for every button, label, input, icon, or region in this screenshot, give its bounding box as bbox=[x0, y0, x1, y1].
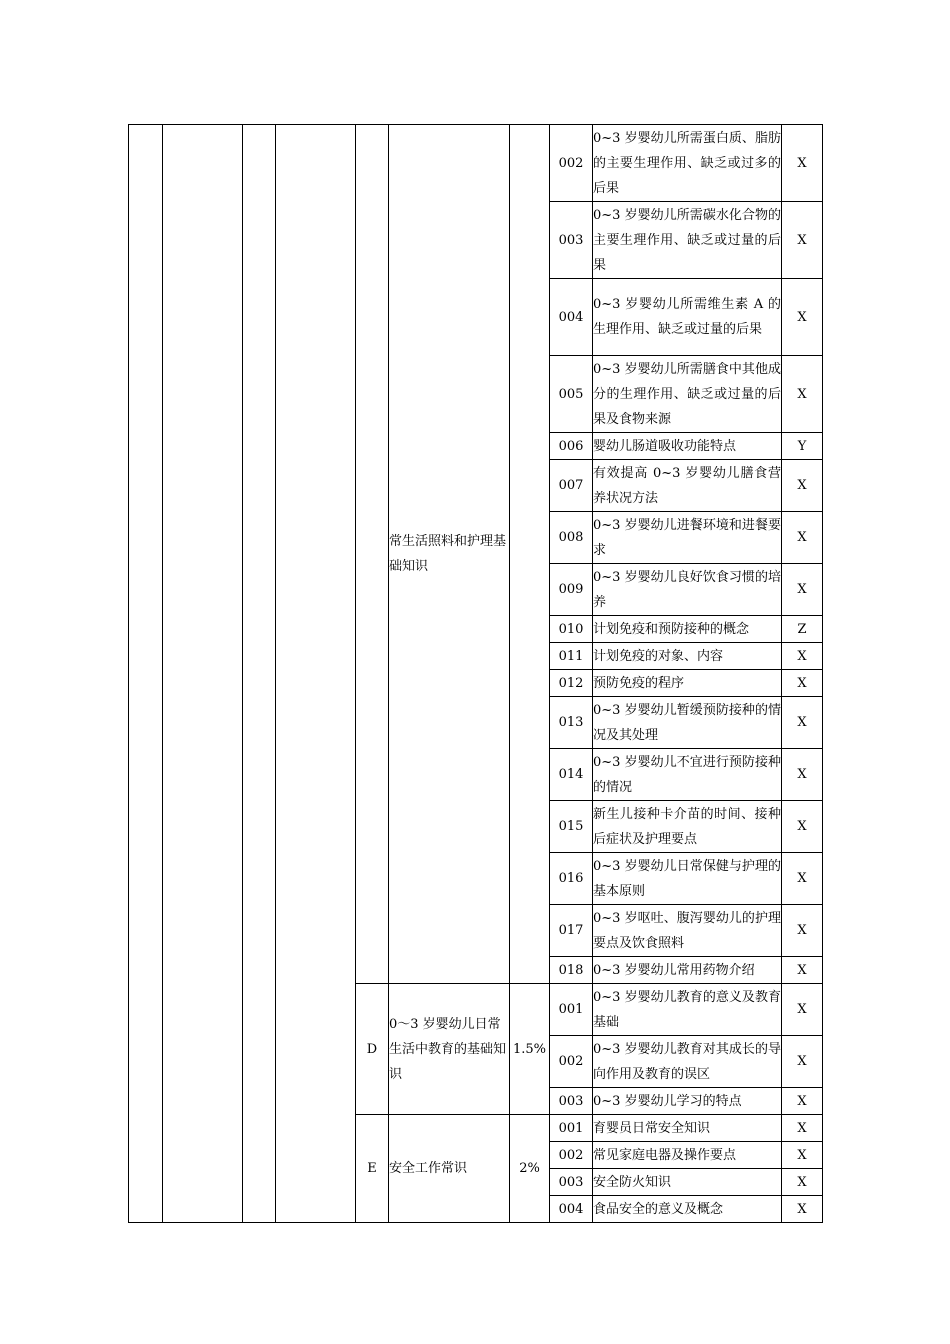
item-code: 012 bbox=[550, 670, 593, 697]
knowledge-spec-table bbox=[128, 124, 823, 1223]
item-description: 0~3 岁婴幼儿暂缓预防接种的情况及其处理 bbox=[593, 697, 782, 749]
item-description: 预防免疫的程序 bbox=[593, 670, 782, 697]
item-description: 安全防火知识 bbox=[593, 1169, 782, 1196]
item-code: 015 bbox=[550, 801, 593, 853]
item-level: X bbox=[782, 564, 823, 616]
item-code: 003 bbox=[550, 1169, 593, 1196]
item-level: Y bbox=[782, 433, 823, 460]
item-level: Z bbox=[782, 616, 823, 643]
item-level: X bbox=[782, 512, 823, 564]
item-description: 0~3 岁婴幼儿良好饮食习惯的培养 bbox=[593, 564, 782, 616]
item-code: 002 bbox=[550, 1036, 593, 1088]
item-description: 0~3 岁婴幼儿不宜进行预防接种的情况 bbox=[593, 749, 782, 801]
item-description: 0~3 岁婴幼儿所需蛋白质、脂肪的主要生理作用、缺乏或过多的后果 bbox=[593, 125, 782, 202]
item-code: 005 bbox=[550, 356, 593, 433]
item-description: 0~3 岁婴幼儿常用药物介绍 bbox=[593, 957, 782, 984]
item-description: 常见家庭电器及操作要点 bbox=[593, 1142, 782, 1169]
item-code: 009 bbox=[550, 564, 593, 616]
item-code: 016 bbox=[550, 853, 593, 905]
item-level: X bbox=[782, 853, 823, 905]
item-level: X bbox=[782, 1196, 823, 1223]
item-description: 0~3 岁婴幼儿所需维生素 A 的生理作用、缺乏或过量的后果 bbox=[593, 279, 782, 356]
item-code: 004 bbox=[550, 1196, 593, 1223]
item-code: 018 bbox=[550, 957, 593, 984]
item-code: 003 bbox=[550, 202, 593, 279]
item-level: X bbox=[782, 905, 823, 957]
item-description: 新生儿接种卡介苗的时间、接种后症状及护理要点 bbox=[593, 801, 782, 853]
item-code: 014 bbox=[550, 749, 593, 801]
item-code: 008 bbox=[550, 512, 593, 564]
blank-cell-3 bbox=[243, 125, 276, 1223]
category-d-name: 0～3 岁婴幼儿日常生活中教育的基础知识 bbox=[389, 984, 510, 1115]
item-level: X bbox=[782, 1088, 823, 1115]
item-level: X bbox=[782, 1142, 823, 1169]
item-level: X bbox=[782, 801, 823, 853]
item-level: X bbox=[782, 643, 823, 670]
item-code: 007 bbox=[550, 460, 593, 512]
blank-cell-4 bbox=[276, 125, 356, 1223]
blank-cell-2 bbox=[163, 125, 243, 1223]
item-description: 婴幼儿肠道吸收功能特点 bbox=[593, 433, 782, 460]
item-description: 0~3 岁婴幼儿学习的特点 bbox=[593, 1088, 782, 1115]
item-level: X bbox=[782, 356, 823, 433]
category-d-letter: D bbox=[356, 984, 389, 1115]
item-code: 013 bbox=[550, 697, 593, 749]
item-code: 001 bbox=[550, 984, 593, 1036]
item-level: X bbox=[782, 749, 823, 801]
item-description: 育婴员日常安全知识 bbox=[593, 1115, 782, 1142]
table-row bbox=[129, 125, 823, 202]
category-e-name: 安全工作常识 bbox=[389, 1115, 510, 1223]
item-level: X bbox=[782, 1169, 823, 1196]
item-description: 0~3 岁婴幼儿教育对其成长的导向作用及教育的误区 bbox=[593, 1036, 782, 1088]
item-code: 017 bbox=[550, 905, 593, 957]
item-code: 010 bbox=[550, 616, 593, 643]
item-level: X bbox=[782, 984, 823, 1036]
item-code: 006 bbox=[550, 433, 593, 460]
category-c-letter bbox=[356, 125, 389, 984]
item-description: 0~3 岁呕吐、腹泻婴幼儿的护理要点及饮食照料 bbox=[593, 905, 782, 957]
item-description: 0~3 岁婴幼儿所需碳水化合物的主要生理作用、缺乏或过量的后果 bbox=[593, 202, 782, 279]
category-c-percent bbox=[510, 125, 550, 984]
item-code: 002 bbox=[550, 125, 593, 202]
item-code: 004 bbox=[550, 279, 593, 356]
item-code: 002 bbox=[550, 1142, 593, 1169]
item-description: 计划免疫的对象、内容 bbox=[593, 643, 782, 670]
item-level: X bbox=[782, 1115, 823, 1142]
item-description: 0~3 岁婴幼儿进餐环境和进餐要求 bbox=[593, 512, 782, 564]
item-code: 003 bbox=[550, 1088, 593, 1115]
item-level: X bbox=[782, 202, 823, 279]
item-description: 0~3 岁婴幼儿所需膳食中其他成分的生理作用、缺乏或过量的后果及食物来源 bbox=[593, 356, 782, 433]
category-e-percent: 2% bbox=[510, 1115, 550, 1223]
item-level: X bbox=[782, 957, 823, 984]
item-level: X bbox=[782, 670, 823, 697]
item-level: X bbox=[782, 1036, 823, 1088]
item-level: X bbox=[782, 460, 823, 512]
item-level: X bbox=[782, 697, 823, 749]
category-d-percent: 1.5% bbox=[510, 984, 550, 1115]
item-level: X bbox=[782, 279, 823, 356]
item-description: 0~3 岁婴幼儿日常保健与护理的基本原则 bbox=[593, 853, 782, 905]
item-description: 食品安全的意义及概念 bbox=[593, 1196, 782, 1223]
category-e-letter: E bbox=[356, 1115, 389, 1223]
item-description: 有效提高 0~3 岁婴幼儿膳食营养状况方法 bbox=[593, 460, 782, 512]
category-c-name: 常生活照料和护理基础知识 bbox=[389, 125, 510, 984]
blank-cell-1 bbox=[129, 125, 163, 1223]
item-description: 计划免疫和预防接种的概念 bbox=[593, 616, 782, 643]
item-level: X bbox=[782, 125, 823, 202]
item-description: 0~3 岁婴幼儿教育的意义及教育基础 bbox=[593, 984, 782, 1036]
item-code: 011 bbox=[550, 643, 593, 670]
item-code: 001 bbox=[550, 1115, 593, 1142]
